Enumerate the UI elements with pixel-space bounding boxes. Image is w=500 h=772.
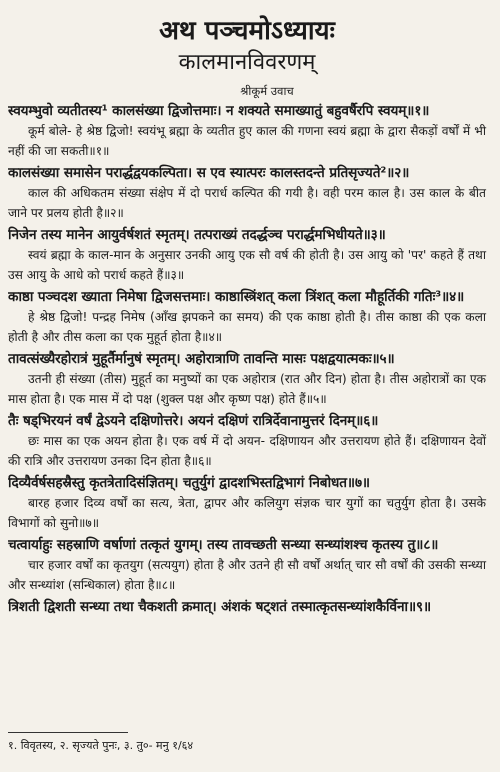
verse-4-shloka: काष्ठा पञ्चदश ख्याता निमेषा द्विजसत्तमाः। काष्ठास्त्रिंशत् कला त्रिंशत् कला मौहूर्तिकी गतिः³॥४॥: [8, 289, 465, 305]
verse-1-shloka: स्वयम्भुवो व्यतीतस्य¹ कालसंख्या द्विजोत्तमाः। न शक्यते समाख्यातुं बहुवर्षैरपि स्वयम्॥१॥: [8, 103, 430, 119]
verse-5-translation: उतनी ही संख्या (तीस) मुहूर्त का मनुष्यों का एक अहोरात्र (रात और दिन) होता है। तीस अहोरात्रों का एक मास होता है। एक मास में दो पक्ष (शुक्ल पक्ष और कृष्ण पक्ष) होते हैं॥५॥: [8, 372, 486, 406]
verse-8-shloka: चत्वार्याहुः सहस्राणि वर्षाणां तत्कृतं युगम्। तस्य तावच्छती सन्ध्या सन्ध्यांशश्च कृतस्य तु॥८॥: [8, 537, 439, 553]
verse-2-translation: काल की अधिकतम संख्या संक्षेप में दो परार्ध कल्पित की गयी है। वही परम काल है। उस काल के बीत जाने पर प्रलय होती है॥२॥: [8, 186, 486, 220]
verse-7-translation: बारह हजार दिव्य वर्षों का सत्य, त्रेता, द्वापर और कलियुग संज्ञक चार युगों का चतुर्युग होता है। उसके विभागों को सुनो॥७॥: [8, 496, 486, 530]
verse-1-translation: कूर्म बोले- हे श्रेष्ठ द्विजो! स्वयंभू ब्रह्मा के व्यतीत हुए काल की गणना स्वयं ब्रह्मा के द्वारा सैकड़ों वर्षों में भी नहीं की जा सकती॥१॥: [8, 124, 486, 158]
verse-6-translation: छः मास का एक अयन होता है। एक वर्ष में दो अयन- दक्षिणायन और उत्तरायण होते हैं। दक्षिणायन देवों की रात्रि और उत्तरायण उनका दिन होता है॥६॥: [8, 434, 486, 468]
verse-3-translation: स्वयं ब्रह्मा के काल-मान के अनुसार उनकी आयु एक सौ वर्ष की होती है। उस आयु को 'पर' कहते हैं तथा उस आयु के आधे को परार्ध कहते हैं॥३॥: [8, 248, 486, 282]
verse-6-shloka: तैः षड्भिरयनं वर्षं द्वेऽयने दक्षिणोत्तरे। अयनं दक्षिणं रात्रिर्देवानामुत्तरं दिनम्॥६॥: [8, 413, 379, 429]
verse-8-translation: चार हजार वर्षों का कृतयुग (सत्ययुग) होता है और उतने ही सौ वर्षों अर्थात् चार सौ वर्षों की उसकी सन्ध्या और सन्ध्यांश (सन्धिकाल) होता है॥८॥: [8, 558, 486, 592]
verse-4-translation: हे श्रेष्ठ द्विजो! पन्द्रह निमेष (आँख झपकने का समय) की एक काष्ठा होती है। तीस काष्ठा की एक कला होती है और तीस कला का एक मुहूर्त होता है॥४॥: [8, 310, 486, 344]
chapter-title: अथ पञ्चमोऽध्यायः: [159, 16, 335, 46]
verse-list: [8, 101, 486, 617]
chapter-subtitle: कालमानविवरणम्: [178, 50, 316, 75]
verse-7-shloka: दिव्यैर्वर्षसहस्रैस्तु कृतत्रेतादिसंज्ञितम्। चतुर्युगं द्वादशभिस्तद्विभागं निबोधत॥७॥: [8, 475, 370, 491]
verse-2-shloka: कालसंख्या समासेन परार्द्धद्वयकल्पिता। स एव स्यात्परः कालस्तदन्ते प्रतिसृज्यते²॥२॥: [8, 165, 410, 181]
verse-3-shloka: निजेन तस्य मानेन आयुर्वर्षशतं स्मृतम्। तत्पराख्यं तदर्द्धञ्च परार्द्धमभिधीयते॥३॥: [8, 227, 386, 243]
verse-9-shloka: त्रिशती द्विशती सन्ध्या तथा चैकशती क्रमात्। अंशकं षट्शतं तस्मात्कृतसन्ध्यांशकैर्विना॥९॥: [8, 599, 432, 615]
speaker-line: श्रीकूर्म उवाच: [240, 84, 294, 98]
footnote-divider: [8, 732, 128, 733]
footnote: १. विवृतस्य, २. सृज्यते पुनः, ३. तु०- मनु १/६४: [8, 739, 194, 752]
verse-5-shloka: तावत्संख्यैरहोरात्रं मुहूर्तैर्मानुषं स्मृतम्। अहोरात्राणि तावन्ति मासः पक्षद्वयात्मकः॥५॥: [8, 351, 395, 367]
